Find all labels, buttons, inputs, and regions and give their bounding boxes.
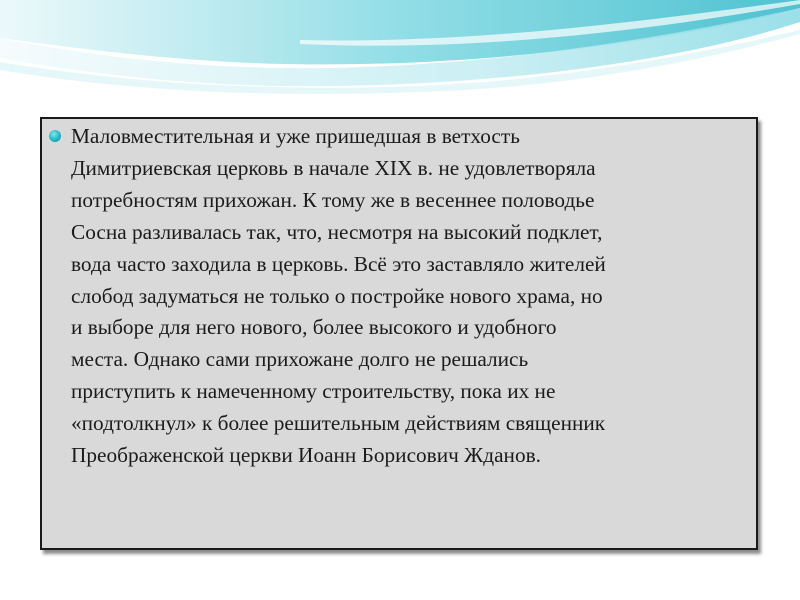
bullet-icon <box>49 130 61 142</box>
body-paragraph: Маловместительная и уже пришедшая в ветхость Димитриевская церковь в начале XIX в. не удовлетворяла потребностям прихожан. К тому же в весеннее половодье Сосна разливалась так, что, несмотря на высокий подклет, вода часто заходила в церковь. Всё это заставляло жителей слобод задуматься не только о постройке нового храма, но и выборе для него нового, более высокого и удобного места. Однако сами прихожане долго не решались приступить к намеченному строительству, пока их не «подтолкнул» к более решительным действиям священник Преображенской церкви Иоанн Борисович Жданов. <box>71 124 606 468</box>
content-card <box>40 117 758 550</box>
header-wave-decoration <box>0 0 800 110</box>
